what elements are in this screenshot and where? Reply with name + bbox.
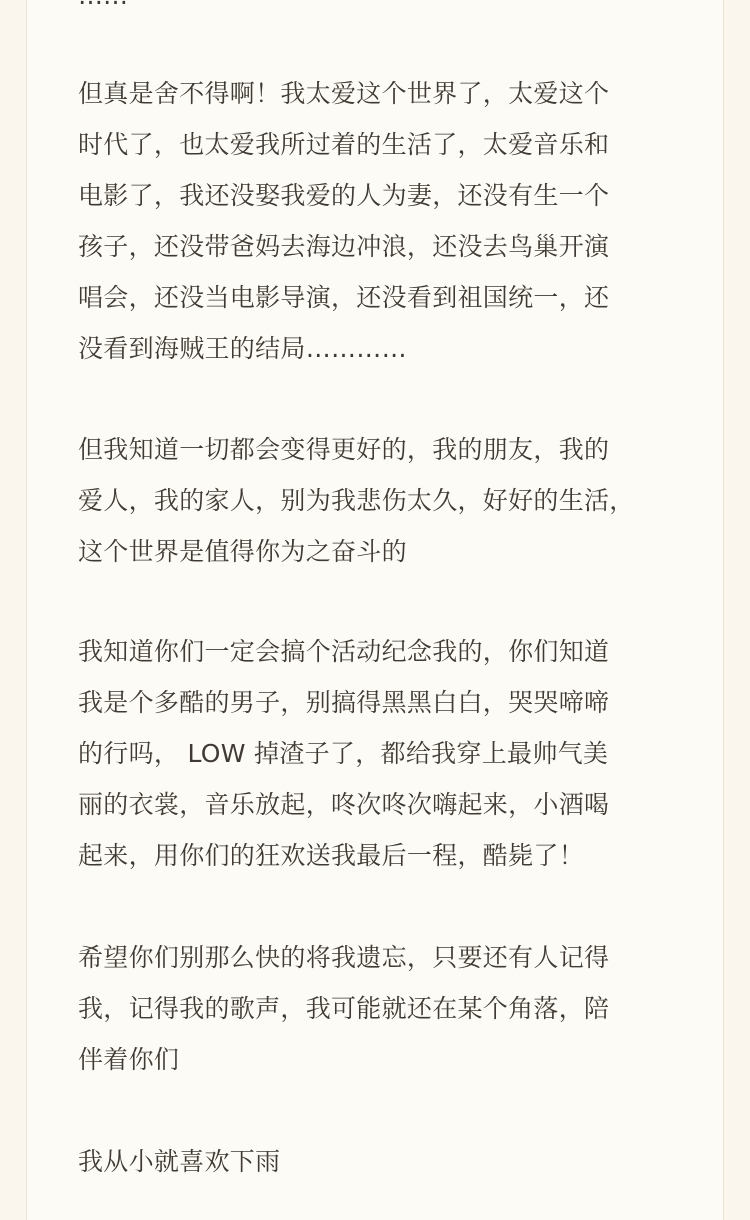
paragraph-line: 电影了，我还没娶我爱的人为妻，还没有生一个 xyxy=(78,181,610,210)
paragraph-line: 但真是舍不得啊！我太爱这个世界了，太爱这个 xyxy=(78,79,610,108)
paragraph-line: 希望你们别那么快的将我遗忘，只要还有人记得 xyxy=(78,943,610,972)
paragraph-4 xyxy=(78,932,663,1085)
paragraph-2 xyxy=(78,424,663,577)
paragraph-5 xyxy=(78,1136,663,1187)
paragraph-line: 唱会，还没当电影导演，还没看到祖国统一，还 xyxy=(78,283,610,312)
paragraph-line: 孩子，还没带爸妈去海边冲浪，还没去鸟巢开演 xyxy=(78,232,610,261)
paragraph-line: 我是个多酷的男子，别搞得黑黑白白，哭哭啼啼 xyxy=(78,688,610,717)
paragraph-line: 我从小就喜欢下雨 xyxy=(78,1147,281,1176)
paragraph-line: 伴着你们 xyxy=(78,1045,180,1074)
paragraph-line: 但我知道一切都会变得更好的，我的朋友，我的 xyxy=(78,435,610,464)
paragraph-3 xyxy=(78,626,663,881)
cut-off-text xyxy=(78,0,128,2)
paragraph-line: 的行吗， LOW 掉渣子了，都给我穿上最帅气美 xyxy=(78,739,609,768)
paragraph-line: 时代了，也太爱我所过着的生活了，太爱音乐和 xyxy=(78,130,610,159)
paragraph-1 xyxy=(78,68,663,374)
paragraph-line: 起来，用你们的狂欢送我最后一程，酷毙了！ xyxy=(78,841,585,870)
paragraph-line: 爱人，我的家人，别为我悲伤太久，好好的生活， xyxy=(78,486,635,515)
paragraph-line: 我，记得我的歌声，我可能就还在某个角落，陪 xyxy=(78,994,610,1023)
paragraph-line: 这个世界是值得你为之奋斗的 xyxy=(78,537,407,566)
paragraph-line: 丽的衣裳，音乐放起，咚次咚次嗨起来，小酒喝 xyxy=(78,790,610,819)
paragraph-line: 没看到海贼王的结局………… xyxy=(78,334,407,363)
cut-off-text-content xyxy=(78,0,128,10)
paragraph-line: 我知道你们一定会搞个活动纪念我的，你们知道 xyxy=(78,637,610,666)
